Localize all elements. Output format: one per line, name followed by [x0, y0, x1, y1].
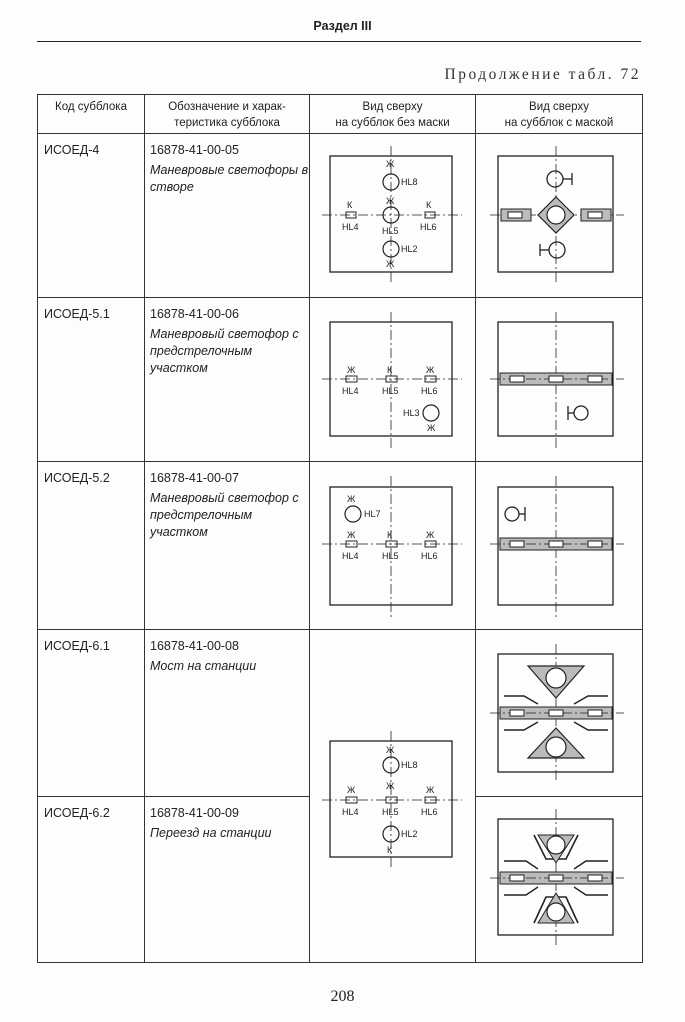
row-code: ИСОЕД-5.2 — [38, 462, 145, 630]
row-designation — [145, 134, 310, 298]
label-hl7: HL7 — [364, 509, 381, 519]
label-hl2: HL2 — [401, 829, 418, 839]
label-zh: Ж — [386, 745, 395, 755]
table-row — [38, 462, 643, 630]
header-rule — [37, 41, 641, 42]
subblock-diagram-isoed4 — [310, 134, 476, 297]
row-designation — [145, 298, 310, 462]
label-zh: Ж — [386, 259, 395, 269]
label-zh: Ж — [347, 785, 356, 795]
masked-diagram-isoed4 — [476, 134, 643, 297]
row-description: Мост на станции — [150, 659, 257, 673]
label-hl3: HL3 — [403, 408, 420, 418]
masked-diagram-isoed52 — [476, 462, 643, 629]
row-designation — [145, 462, 310, 630]
table-row — [38, 298, 643, 462]
row-code: ИСОЕД-6.2 — [38, 797, 145, 963]
label-hl6: HL6 — [420, 222, 437, 232]
label-zh: Ж — [426, 530, 435, 540]
label-hl5: HL5 — [382, 226, 399, 236]
view-with-mask — [476, 462, 643, 630]
label-hl4: HL4 — [342, 807, 359, 817]
label-hl4: HL4 — [342, 386, 359, 396]
table-header-row — [38, 95, 643, 134]
view-with-mask — [476, 797, 643, 963]
column-header-view-with-mask: Вид сверху на субблок с маской — [476, 95, 643, 134]
table-row — [38, 134, 643, 298]
label-zh: Ж — [347, 530, 356, 540]
page-number: 208 — [330, 988, 355, 1005]
row-description: Маневровые светофоры в створе — [150, 163, 309, 194]
view-no-mask — [310, 298, 476, 462]
view-with-mask — [476, 298, 643, 462]
label-hl4: HL4 — [342, 222, 359, 232]
view-no-mask — [310, 134, 476, 298]
row-number: 16878-41-00-09 — [150, 806, 239, 820]
label-hl8: HL8 — [401, 760, 418, 770]
row-code: ИСОЕД-4 — [38, 134, 145, 298]
table-continuation-caption: Продолжение табл. 72 — [444, 66, 641, 83]
masked-diagram-isoed62 — [476, 797, 643, 962]
label-zh: Ж — [386, 781, 395, 791]
label-zh: Ж — [426, 785, 435, 795]
row-description: Маневровый светофор с предстрелочным участком — [150, 327, 299, 375]
label-k: К — [387, 530, 393, 540]
view-no-mask-shared — [310, 630, 476, 963]
label-hl4: HL4 — [342, 551, 359, 561]
view-no-mask — [310, 462, 476, 630]
row-number: 16878-41-00-08 — [150, 639, 239, 653]
row-number: 16878-41-00-07 — [150, 471, 239, 485]
label-k: К — [426, 200, 432, 210]
column-header-designation: Обозначение и харак- теристика субблока — [145, 95, 310, 134]
row-number: 16878-41-00-06 — [150, 307, 239, 321]
table-row — [38, 630, 643, 797]
row-designation — [145, 630, 310, 797]
label-zh: Ж — [347, 494, 356, 504]
row-description: Переезд на станции — [150, 826, 272, 840]
masked-diagram-isoed61 — [476, 630, 643, 796]
subblock-diagram-isoed52 — [310, 462, 476, 629]
label-hl5: HL5 — [382, 386, 399, 396]
label-zh: Ж — [386, 196, 395, 206]
label-hl6: HL6 — [421, 807, 438, 817]
view-with-mask — [476, 630, 643, 797]
label-hl2: HL2 — [401, 244, 418, 254]
label-hl5: HL5 — [382, 807, 399, 817]
row-designation — [145, 797, 310, 963]
masked-diagram-isoed51 — [476, 298, 643, 461]
label-zh: Ж — [426, 365, 435, 375]
subblock-diagram-isoed51 — [310, 298, 476, 461]
subblock-diagram-isoed6 — [310, 631, 476, 961]
subblock-table — [37, 94, 643, 963]
row-description: Маневровый светофор с предстрелочным участком — [150, 491, 299, 539]
row-code: ИСОЕД-6.1 — [38, 630, 145, 797]
section-header: Раздел III — [313, 19, 372, 33]
column-header-code: Код субблока — [38, 95, 145, 134]
label-k: К — [387, 365, 393, 375]
row-code: ИСОЕД-5.1 — [38, 298, 145, 462]
label-k: К — [387, 845, 393, 855]
label-zh: Ж — [427, 423, 436, 433]
label-hl5: HL5 — [382, 551, 399, 561]
label-hl8: HL8 — [401, 177, 418, 187]
label-hl6: HL6 — [421, 386, 438, 396]
label-zh: Ж — [347, 365, 356, 375]
column-header-view-no-mask: Вид сверху на субблок без маски — [310, 95, 476, 134]
label-k: К — [347, 200, 353, 210]
row-number: 16878-41-00-05 — [150, 143, 239, 157]
label-zh: Ж — [386, 159, 395, 169]
view-with-mask — [476, 134, 643, 298]
label-hl6: HL6 — [421, 551, 438, 561]
